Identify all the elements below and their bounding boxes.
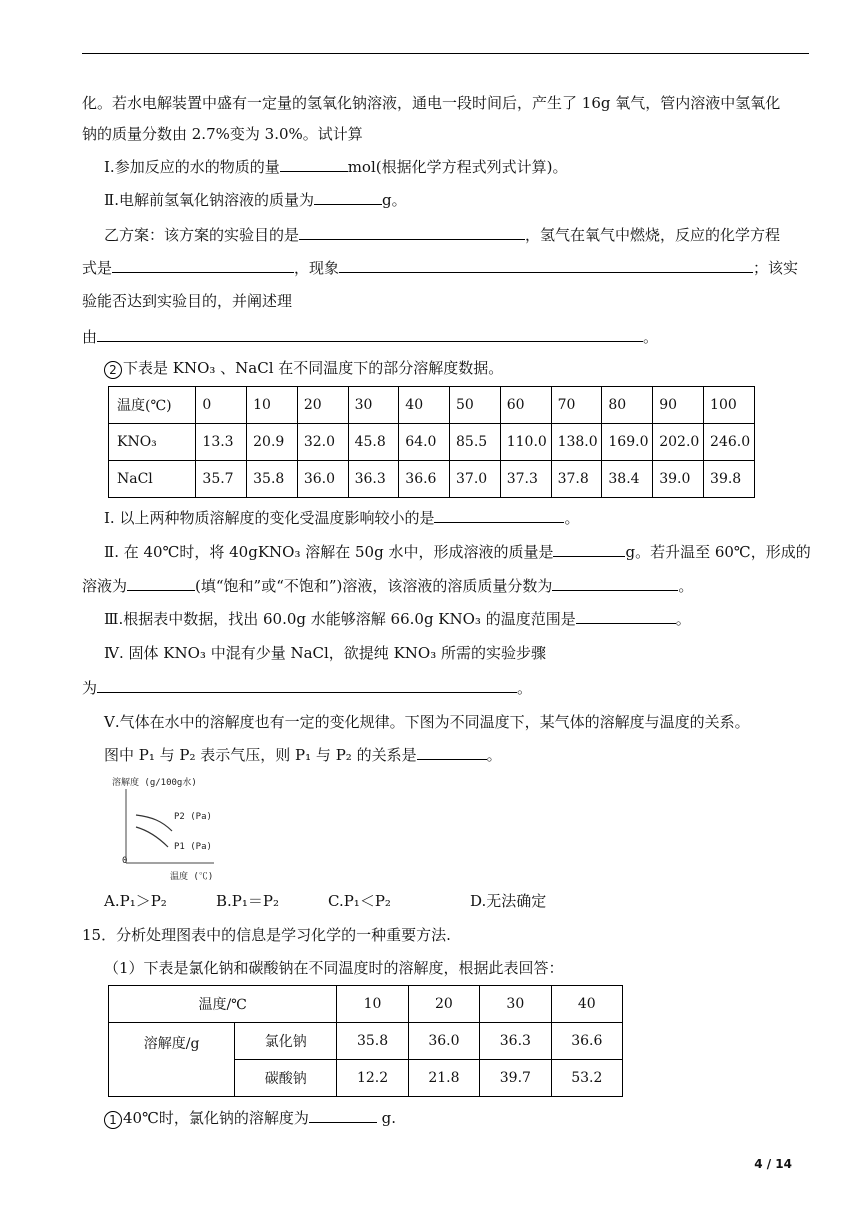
text-line <box>82 291 810 311</box>
table-cell: 37.8 <box>551 461 602 498</box>
table-cell: 202.0 <box>653 424 704 461</box>
table-cell: 246.0 <box>704 424 755 461</box>
table-cell: 50 <box>450 387 501 424</box>
text: 式是 <box>82 259 113 277</box>
table-cell: 30 <box>480 986 551 1023</box>
table-header-row <box>109 387 755 424</box>
answer-blank[interactable] <box>434 508 564 523</box>
text-line <box>104 157 832 177</box>
text: 为 <box>82 679 98 697</box>
text: 。 <box>643 328 659 346</box>
answer-blank[interactable] <box>299 225 525 240</box>
origin-label: 0 <box>122 856 128 866</box>
table-cell: 氯化钠 <box>235 1023 337 1060</box>
answer-blank[interactable] <box>280 157 348 172</box>
text-line <box>104 542 832 562</box>
curve-p1 <box>136 827 168 847</box>
table-cell: 20.9 <box>247 424 298 461</box>
table-cell: 100 <box>704 387 755 424</box>
text: Ⅰ. 以上两种物质溶解度的变化受温度影响较小的是 <box>104 509 435 527</box>
table-cell: 35.7 <box>196 461 247 498</box>
text: C.P₁＜P₂ <box>328 892 391 910</box>
text-line <box>104 508 832 528</box>
table-cell: 36.3 <box>480 1023 551 1060</box>
figure-xlabel: 温度 (℃) <box>170 872 214 882</box>
table-cell: 38.4 <box>602 461 653 498</box>
text-line <box>104 609 832 629</box>
answer-blank[interactable] <box>97 327 643 342</box>
curve-p1-label: P1 (Pa) <box>174 842 212 852</box>
text-line <box>82 576 810 596</box>
answer-blank[interactable] <box>417 745 487 760</box>
text-line <box>82 258 810 278</box>
text: g. <box>376 1109 397 1127</box>
table-cell: 64.0 <box>399 424 450 461</box>
text-line <box>104 712 832 732</box>
table-cell: 13.3 <box>196 424 247 461</box>
text: 钠的质量分数由 2.7%变为 3.0%。试计算 <box>82 125 363 143</box>
nacl-na2co3-table <box>108 985 623 1097</box>
table-cell: 21.8 <box>408 1060 479 1097</box>
table-cell: 温度(℃) <box>109 387 196 424</box>
table-cell: 32.0 <box>297 424 348 461</box>
table-cell: 36.6 <box>551 1023 622 1060</box>
table-cell: 39.0 <box>653 461 704 498</box>
option-a[interactable] <box>104 891 167 911</box>
answer-blank[interactable] <box>309 1108 377 1123</box>
table-cell: 30 <box>348 387 399 424</box>
text: Ⅴ.气体在水中的溶解度也有一定的变化规律。下图为不同温度下，某气体的溶解度与温度的关系。 <box>104 713 750 731</box>
table-cell: 45.8 <box>348 424 399 461</box>
table-cell: KNO₃ <box>109 424 196 461</box>
table-cell: 35.8 <box>247 461 298 498</box>
text: Ⅳ. 固体 KNO₃ 中混有少量 NaCl，欲提纯 KNO₃ 所需的实验步骤 <box>104 644 546 662</box>
table-cell: 37.0 <box>450 461 501 498</box>
solubility-table <box>108 386 755 498</box>
text: ；该实 <box>753 259 799 277</box>
table-cell: 36.0 <box>297 461 348 498</box>
text: 乙方案：该方案的实验目的是 <box>104 226 300 244</box>
table-cell: 53.2 <box>551 1060 622 1097</box>
text-line <box>82 93 810 113</box>
text-line <box>82 327 810 347</box>
table-cell: 36.0 <box>408 1023 479 1060</box>
table-cell: 12.2 <box>337 1060 408 1097</box>
text: 15．分析处理图表中的信息是学习化学的一种重要方法. <box>82 926 451 944</box>
answer-blank[interactable] <box>127 576 195 591</box>
table-cell: 169.0 <box>602 424 653 461</box>
text: Ⅱ.电解前氢氧化钠溶液的质量为 <box>104 191 314 209</box>
text: （1）下表是氯化钠和碳酸钠在不同温度时的溶解度，根据此表回答： <box>104 959 564 977</box>
text-line <box>104 958 832 978</box>
table-cell: 碳酸钠 <box>235 1060 337 1097</box>
table-row <box>109 1023 623 1060</box>
text: 。 <box>678 577 694 595</box>
table-cell: 39.8 <box>704 461 755 498</box>
text: ，现象 <box>294 259 340 277</box>
table-cell: 36.6 <box>399 461 450 498</box>
answer-blank[interactable] <box>576 609 676 624</box>
text: 溶液为 <box>82 577 128 595</box>
table-cell: 90 <box>653 387 704 424</box>
answer-blank[interactable] <box>97 678 517 693</box>
table-cell: 110.0 <box>500 424 551 461</box>
answer-blank[interactable] <box>339 258 753 273</box>
text: A.P₁＞P₂ <box>104 892 167 910</box>
text: g。 <box>381 191 407 209</box>
option-d[interactable] <box>470 891 546 911</box>
text: ，氢气在氧气中燃烧，反应的化学方程 <box>525 226 781 244</box>
table-cell: 37.3 <box>500 461 551 498</box>
text-line <box>104 358 832 379</box>
table-cell: 39.7 <box>480 1060 551 1097</box>
answer-blank[interactable] <box>112 258 294 273</box>
circled-number: 2 <box>104 361 122 379</box>
curve-p2-label: P2 (Pa) <box>174 812 212 822</box>
figure-ylabel: 溶解度 (g/100g水) <box>112 778 197 788</box>
option-c[interactable] <box>328 891 391 911</box>
table-row <box>109 424 755 461</box>
text: 图中 P₁ 与 P₂ 表示气压，则 P₁ 与 P₂ 的关系是 <box>104 746 417 764</box>
text: 下表是 KNO₃ 、NaCl 在不同温度下的部分溶解度数据。 <box>123 359 504 377</box>
table-cell: 36.3 <box>348 461 399 498</box>
text: 化。若水电解装置中盛有一定量的氢氧化钠溶液，通电一段时间后，产生了 16g 氧气，管内溶液中氢氧化 <box>82 94 781 112</box>
table-cell: 85.5 <box>450 424 501 461</box>
table-cell: 80 <box>602 387 653 424</box>
table-cell: 10 <box>337 986 408 1023</box>
table-cell: 20 <box>297 387 348 424</box>
table-cell: 40 <box>399 387 450 424</box>
page-number: 4 / 14 <box>754 1157 792 1171</box>
text-line <box>82 124 810 144</box>
answer-blank[interactable] <box>552 576 678 591</box>
table-cell: 70 <box>551 387 602 424</box>
text-line <box>104 745 832 765</box>
header-rule <box>82 53 809 54</box>
text: mol(根据化学方程式列式计算)。 <box>347 158 568 176</box>
answer-blank[interactable] <box>553 542 625 557</box>
table-cell: NaCl <box>109 461 196 498</box>
text: Ⅰ.参加反应的水的物质的量 <box>104 158 280 176</box>
table-cell: 138.0 <box>551 424 602 461</box>
text-line <box>104 643 832 663</box>
text-line <box>104 190 832 210</box>
table-cell: 40 <box>551 986 622 1023</box>
text: 。 <box>517 679 533 697</box>
table-row <box>109 461 755 498</box>
text: 验能否达到实验目的，并阐述理 <box>82 292 293 310</box>
text: Ⅲ.根据表中数据，找出 60.0g 水能够溶解 66.0g KNO₃ 的温度范围是 <box>104 610 576 628</box>
answer-blank[interactable] <box>314 190 382 205</box>
option-b[interactable] <box>216 891 279 911</box>
table-cell: 20 <box>408 986 479 1023</box>
text: 由 <box>82 328 98 346</box>
table-cell: 35.8 <box>337 1023 408 1060</box>
text: Ⅱ. 在 40℃时，将 40gKNO₃ 溶解在 50g 水中，形成溶液的质量是 <box>104 543 554 561</box>
table-header-row <box>109 986 623 1023</box>
question-15 <box>82 925 810 945</box>
gas-solubility-figure <box>104 775 230 885</box>
table-cell: 溶解度/g <box>109 1023 235 1097</box>
table-cell: 10 <box>247 387 298 424</box>
table-cell: 0 <box>196 387 247 424</box>
text: 。 <box>564 509 580 527</box>
text-line <box>104 225 832 245</box>
text: 40℃时，氯化钠的溶解度为 <box>123 1109 309 1127</box>
table-cell: 温度/℃ <box>109 986 337 1023</box>
text-line <box>104 1108 832 1129</box>
text: (填“饱和”或“不饱和”)溶液，该溶液的溶质质量分数为 <box>195 577 553 595</box>
circled-number: 1 <box>104 1111 122 1129</box>
table-cell: 60 <box>500 387 551 424</box>
text: D.无法确定 <box>470 892 547 910</box>
text: 。 <box>675 610 691 628</box>
text: 。 <box>486 746 502 764</box>
text-line <box>82 678 810 698</box>
text: B.P₁＝P₂ <box>216 892 280 910</box>
text: g。若升温至 60℃，形成的 <box>625 543 811 561</box>
